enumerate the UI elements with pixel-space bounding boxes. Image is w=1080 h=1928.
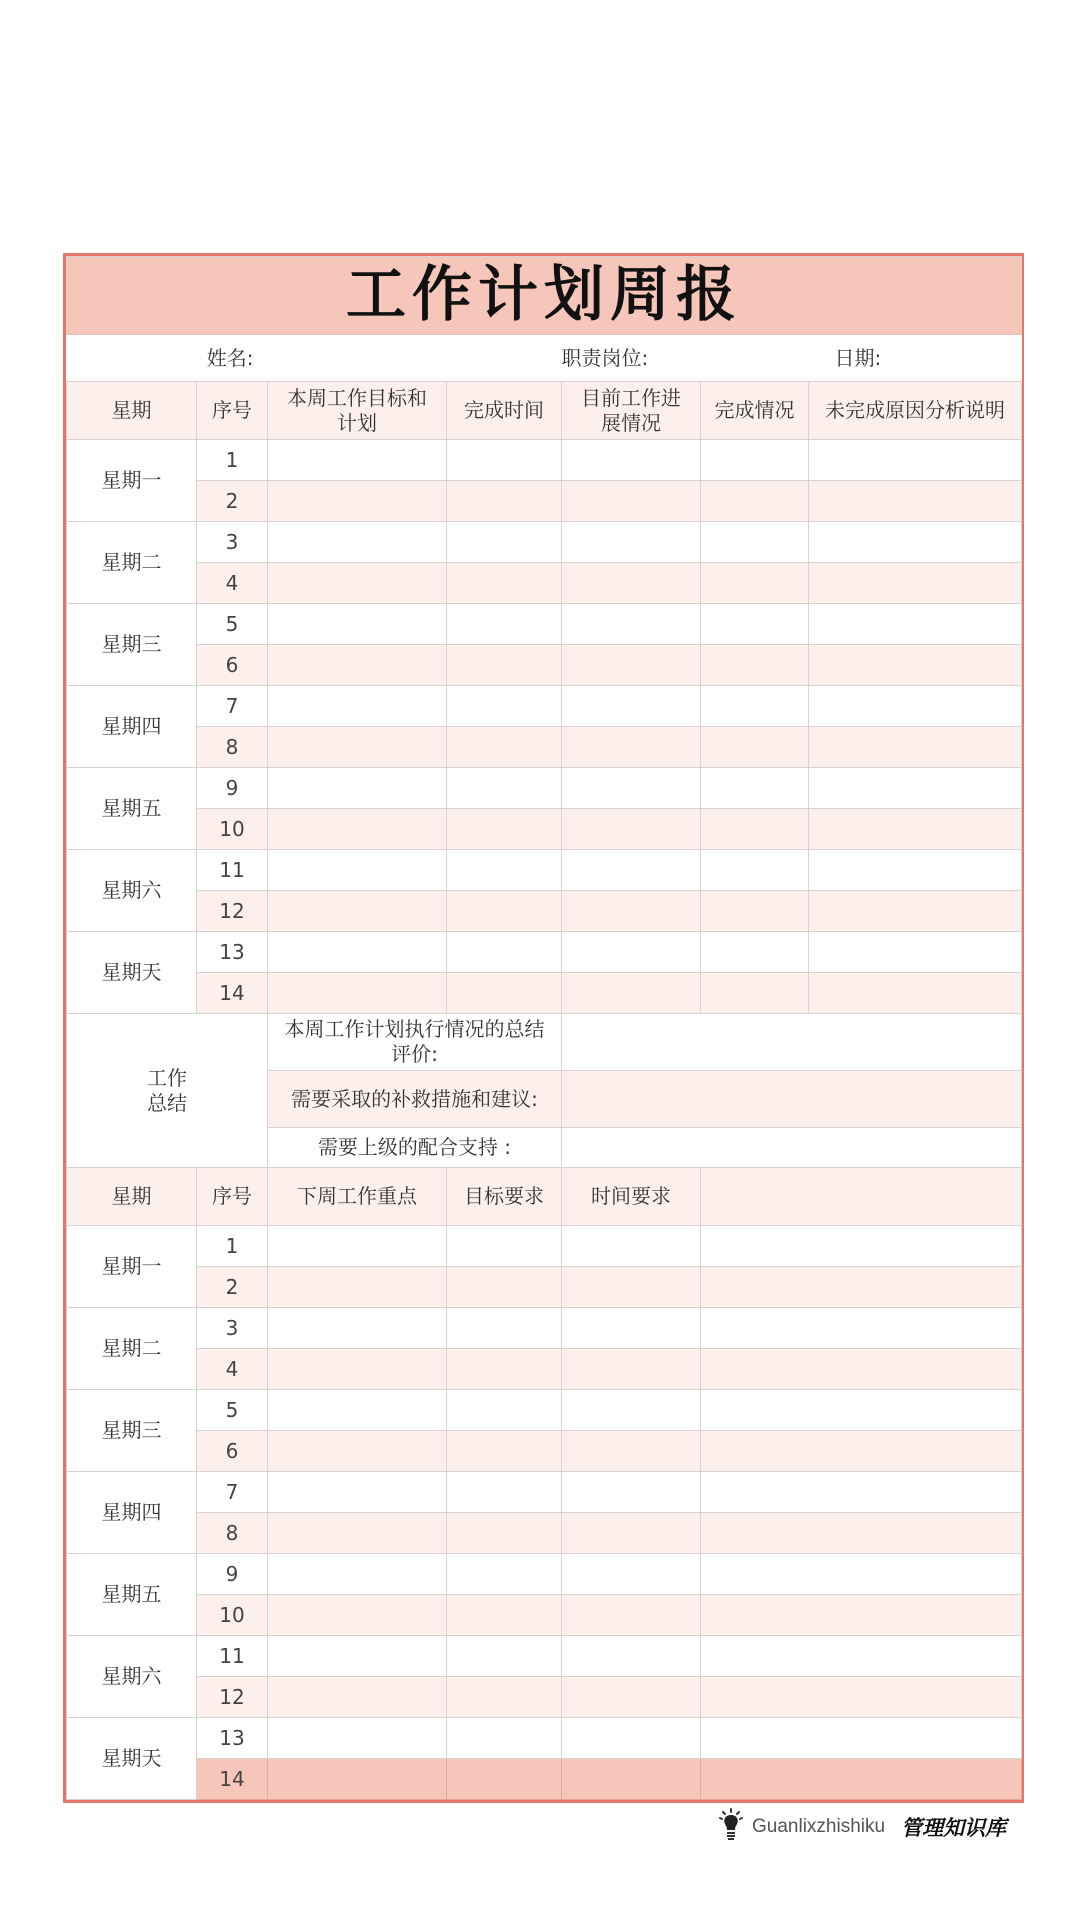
entry-cell[interactable] bbox=[562, 1431, 701, 1472]
seq-cell: 4 bbox=[197, 1349, 268, 1390]
table-row bbox=[67, 1677, 1022, 1718]
table-row bbox=[67, 1513, 1022, 1554]
weekday-cell: 星期二 bbox=[67, 1308, 197, 1390]
entry-cell[interactable] bbox=[447, 1677, 562, 1718]
entry-cell[interactable] bbox=[562, 481, 701, 522]
entry-cell[interactable] bbox=[562, 850, 701, 891]
seq-cell: 5 bbox=[197, 1390, 268, 1431]
entry-cell[interactable] bbox=[268, 1636, 447, 1677]
weekday-cell: 星期二 bbox=[67, 522, 197, 604]
support-field[interactable] bbox=[562, 1128, 1022, 1168]
table-row bbox=[67, 973, 1022, 1014]
entry-cell[interactable] bbox=[701, 809, 809, 850]
seq-cell: 3 bbox=[197, 1308, 268, 1349]
entry-cell[interactable] bbox=[268, 481, 447, 522]
table-row bbox=[67, 1226, 1022, 1267]
entry-cell[interactable] bbox=[701, 1636, 1022, 1677]
entry-cell[interactable] bbox=[562, 891, 701, 932]
entry-cell[interactable] bbox=[809, 481, 1022, 522]
seq-cell: 1 bbox=[197, 440, 268, 481]
weekday-cell: 星期五 bbox=[67, 1554, 197, 1636]
entry-cell[interactable] bbox=[562, 1759, 701, 1800]
entry-cell[interactable] bbox=[809, 891, 1022, 932]
entry-cell[interactable] bbox=[268, 1472, 447, 1513]
name-field[interactable] bbox=[268, 335, 562, 382]
weekday-cell: 星期四 bbox=[67, 1472, 197, 1554]
entry-cell[interactable] bbox=[562, 563, 701, 604]
entry-cell[interactable] bbox=[268, 604, 447, 645]
entry-cell[interactable] bbox=[447, 563, 562, 604]
seq-cell: 12 bbox=[197, 1677, 268, 1718]
entry-cell[interactable] bbox=[809, 604, 1022, 645]
entry-cell[interactable] bbox=[701, 1554, 1022, 1595]
weekday-cell: 星期六 bbox=[67, 850, 197, 932]
table-header bbox=[67, 382, 1022, 440]
summary-evaluation-label: 本周工作计划执行情况的总结评价: bbox=[268, 1014, 562, 1071]
entry-cell[interactable] bbox=[268, 932, 447, 973]
entry-cell[interactable] bbox=[562, 1267, 701, 1308]
col-header-time-req: 时间要求 bbox=[562, 1168, 701, 1226]
entry-cell[interactable] bbox=[268, 1759, 447, 1800]
entry-cell[interactable] bbox=[701, 1472, 1022, 1513]
entry-cell[interactable] bbox=[562, 768, 701, 809]
entry-cell[interactable] bbox=[268, 727, 447, 768]
entry-cell[interactable] bbox=[562, 1595, 701, 1636]
col-header-seq: 序号 bbox=[197, 382, 268, 440]
position-label: 职责岗位: bbox=[562, 335, 701, 382]
seq-cell: 2 bbox=[197, 1267, 268, 1308]
weekday-cell: 星期三 bbox=[67, 604, 197, 686]
entry-cell[interactable] bbox=[447, 604, 562, 645]
col-header-reason: 未完成原因分析说明 bbox=[809, 382, 1022, 440]
entry-cell[interactable] bbox=[701, 973, 809, 1014]
seq-cell: 14 bbox=[197, 1759, 268, 1800]
entry-cell[interactable] bbox=[701, 891, 809, 932]
col-header-blank bbox=[701, 1168, 1022, 1226]
seq-cell: 7 bbox=[197, 1472, 268, 1513]
lightbulb-icon bbox=[718, 1808, 744, 1846]
entry-cell[interactable] bbox=[809, 440, 1022, 481]
entry-cell[interactable] bbox=[447, 1595, 562, 1636]
entry-cell[interactable] bbox=[562, 1308, 701, 1349]
table-row bbox=[67, 1554, 1022, 1595]
entry-cell[interactable] bbox=[701, 440, 809, 481]
entry-cell[interactable] bbox=[447, 645, 562, 686]
watermark-cn: 管理知识库 bbox=[901, 1815, 1007, 1840]
table-row bbox=[67, 522, 1022, 563]
entry-cell[interactable] bbox=[447, 768, 562, 809]
table-row bbox=[67, 1308, 1022, 1349]
entry-cell[interactable] bbox=[809, 727, 1022, 768]
entry-cell[interactable] bbox=[268, 1390, 447, 1431]
info-row bbox=[67, 335, 1022, 382]
entry-cell[interactable] bbox=[447, 1472, 562, 1513]
weekday-cell: 星期六 bbox=[67, 1636, 197, 1718]
entry-cell[interactable] bbox=[268, 1595, 447, 1636]
table-row bbox=[67, 563, 1022, 604]
entry-cell[interactable] bbox=[268, 891, 447, 932]
entry-cell[interactable] bbox=[701, 645, 809, 686]
entry-cell[interactable] bbox=[701, 1759, 1022, 1800]
entry-cell[interactable] bbox=[447, 1554, 562, 1595]
seq-cell: 14 bbox=[197, 973, 268, 1014]
seq-cell: 3 bbox=[197, 522, 268, 563]
entry-cell[interactable] bbox=[447, 1636, 562, 1677]
seq-cell: 2 bbox=[197, 481, 268, 522]
weekday-cell: 星期三 bbox=[67, 1390, 197, 1472]
seq-cell: 10 bbox=[197, 1595, 268, 1636]
seq-cell: 4 bbox=[197, 563, 268, 604]
table-row bbox=[67, 481, 1022, 522]
table-row bbox=[67, 1431, 1022, 1472]
col-header-progress: 目前工作进展情况 bbox=[562, 382, 701, 440]
entry-cell[interactable] bbox=[562, 1349, 701, 1390]
entry-cell[interactable] bbox=[809, 809, 1022, 850]
entry-cell[interactable] bbox=[447, 1390, 562, 1431]
entry-cell[interactable] bbox=[809, 686, 1022, 727]
weekly-report-sheet bbox=[63, 253, 1024, 1803]
entry-cell[interactable] bbox=[268, 645, 447, 686]
seq-cell: 11 bbox=[197, 850, 268, 891]
entry-cell[interactable] bbox=[562, 1472, 701, 1513]
seq-cell: 6 bbox=[197, 645, 268, 686]
entry-cell[interactable] bbox=[701, 686, 809, 727]
weekday-cell: 星期一 bbox=[67, 440, 197, 522]
entry-cell[interactable] bbox=[701, 1513, 1022, 1554]
entry-cell[interactable] bbox=[701, 1226, 1022, 1267]
entry-cell[interactable] bbox=[268, 522, 447, 563]
entry-cell[interactable] bbox=[447, 973, 562, 1014]
entry-cell[interactable] bbox=[809, 768, 1022, 809]
entry-cell[interactable] bbox=[447, 1431, 562, 1472]
summary-evaluation-field[interactable] bbox=[562, 1014, 1022, 1071]
weekday-cell: 星期一 bbox=[67, 1226, 197, 1308]
seq-cell: 6 bbox=[197, 1431, 268, 1472]
col-header-goal: 本周工作目标和计划 bbox=[268, 382, 447, 440]
position-field[interactable] bbox=[701, 335, 809, 382]
table-row bbox=[67, 645, 1022, 686]
table-row bbox=[67, 891, 1022, 932]
entry-cell[interactable] bbox=[562, 973, 701, 1014]
entry-cell[interactable] bbox=[447, 1226, 562, 1267]
entry-cell[interactable] bbox=[701, 727, 809, 768]
entry-cell[interactable] bbox=[701, 932, 809, 973]
table-row bbox=[67, 809, 1022, 850]
col-header-weekday-2: 星期 bbox=[67, 1168, 197, 1226]
entry-cell[interactable] bbox=[562, 1636, 701, 1677]
entry-cell[interactable] bbox=[268, 1308, 447, 1349]
entry-cell[interactable] bbox=[447, 1718, 562, 1759]
page-title: 工作计划周报 bbox=[67, 257, 1022, 335]
weekday-cell: 星期天 bbox=[67, 932, 197, 1014]
entry-cell[interactable] bbox=[701, 481, 809, 522]
table-row bbox=[67, 604, 1022, 645]
weekly-report-table bbox=[66, 256, 1022, 1800]
seq-cell: 1 bbox=[197, 1226, 268, 1267]
seq-cell: 10 bbox=[197, 809, 268, 850]
entry-cell[interactable] bbox=[701, 1308, 1022, 1349]
watermark bbox=[718, 1808, 1006, 1846]
entry-cell[interactable] bbox=[701, 850, 809, 891]
entry-cell[interactable] bbox=[701, 604, 809, 645]
weekday-cell: 星期五 bbox=[67, 768, 197, 850]
table-row bbox=[67, 1718, 1022, 1759]
entry-cell[interactable] bbox=[447, 809, 562, 850]
entry-cell[interactable] bbox=[562, 522, 701, 563]
entry-cell[interactable] bbox=[562, 440, 701, 481]
seq-cell: 12 bbox=[197, 891, 268, 932]
seq-cell: 5 bbox=[197, 604, 268, 645]
entry-cell[interactable] bbox=[268, 809, 447, 850]
entry-cell[interactable] bbox=[268, 1431, 447, 1472]
entry-cell[interactable] bbox=[701, 1595, 1022, 1636]
entry-cell[interactable] bbox=[562, 1677, 701, 1718]
table-row bbox=[67, 768, 1022, 809]
remedy-field[interactable] bbox=[562, 1071, 1022, 1128]
next-week-header bbox=[67, 1168, 1022, 1226]
table-row bbox=[67, 1759, 1022, 1800]
seq-cell: 13 bbox=[197, 1718, 268, 1759]
seq-cell: 9 bbox=[197, 768, 268, 809]
entry-cell[interactable] bbox=[562, 604, 701, 645]
seq-cell: 8 bbox=[197, 1513, 268, 1554]
seq-cell: 9 bbox=[197, 1554, 268, 1595]
entry-cell[interactable] bbox=[562, 727, 701, 768]
weekday-cell: 星期四 bbox=[67, 686, 197, 768]
col-header-finish-time: 完成时间 bbox=[447, 382, 562, 440]
table-row bbox=[67, 1390, 1022, 1431]
table-row bbox=[67, 440, 1022, 481]
table-row bbox=[67, 1636, 1022, 1677]
summary-label: 工作总结 bbox=[67, 1014, 268, 1168]
entry-cell[interactable] bbox=[809, 932, 1022, 973]
entry-cell[interactable] bbox=[447, 932, 562, 973]
entry-cell[interactable] bbox=[701, 1267, 1022, 1308]
entry-cell[interactable] bbox=[447, 440, 562, 481]
table-row bbox=[67, 850, 1022, 891]
this-week-rows bbox=[67, 440, 1022, 1014]
remedy-label: 需要采取的补救措施和建议: bbox=[268, 1071, 562, 1128]
entry-cell[interactable] bbox=[562, 1390, 701, 1431]
name-label: 姓名: bbox=[67, 335, 268, 382]
entry-cell[interactable] bbox=[701, 1390, 1022, 1431]
entry-cell[interactable] bbox=[809, 563, 1022, 604]
entry-cell[interactable] bbox=[268, 563, 447, 604]
entry-cell[interactable] bbox=[447, 850, 562, 891]
summary-row bbox=[67, 1014, 1022, 1071]
entry-cell[interactable] bbox=[268, 1349, 447, 1390]
entry-cell[interactable] bbox=[701, 768, 809, 809]
col-header-target: 目标要求 bbox=[447, 1168, 562, 1226]
entry-cell[interactable] bbox=[701, 1718, 1022, 1759]
support-label: 需要上级的配合支持 : bbox=[268, 1128, 562, 1168]
weekday-cell: 星期天 bbox=[67, 1718, 197, 1800]
entry-cell[interactable] bbox=[268, 1267, 447, 1308]
entry-cell[interactable] bbox=[268, 686, 447, 727]
entry-cell[interactable] bbox=[447, 727, 562, 768]
seq-cell: 7 bbox=[197, 686, 268, 727]
next-week-rows bbox=[67, 1226, 1022, 1800]
entry-cell[interactable] bbox=[809, 973, 1022, 1014]
entry-cell[interactable] bbox=[562, 1513, 701, 1554]
entry-cell[interactable] bbox=[268, 850, 447, 891]
table-row bbox=[67, 1349, 1022, 1390]
entry-cell[interactable] bbox=[268, 1513, 447, 1554]
seq-cell: 11 bbox=[197, 1636, 268, 1677]
table-row bbox=[67, 1267, 1022, 1308]
col-header-status: 完成情况 bbox=[701, 382, 809, 440]
entry-cell[interactable] bbox=[809, 850, 1022, 891]
entry-cell[interactable] bbox=[562, 1718, 701, 1759]
watermark-text: Guanlixzhishiku bbox=[752, 1816, 886, 1837]
entry-cell[interactable] bbox=[447, 1349, 562, 1390]
seq-cell: 13 bbox=[197, 932, 268, 973]
entry-cell[interactable] bbox=[268, 1718, 447, 1759]
table-row bbox=[67, 1472, 1022, 1513]
entry-cell[interactable] bbox=[268, 1226, 447, 1267]
entry-cell[interactable] bbox=[562, 645, 701, 686]
entry-cell[interactable] bbox=[701, 1677, 1022, 1718]
table-row bbox=[67, 686, 1022, 727]
seq-cell: 8 bbox=[197, 727, 268, 768]
entry-cell[interactable] bbox=[268, 440, 447, 481]
entry-cell[interactable] bbox=[701, 563, 809, 604]
entry-cell[interactable] bbox=[447, 686, 562, 727]
entry-cell[interactable] bbox=[809, 645, 1022, 686]
entry-cell[interactable] bbox=[809, 522, 1022, 563]
entry-cell[interactable] bbox=[447, 1308, 562, 1349]
entry-cell[interactable] bbox=[562, 809, 701, 850]
entry-cell[interactable] bbox=[268, 1554, 447, 1595]
entry-cell[interactable] bbox=[447, 481, 562, 522]
entry-cell[interactable] bbox=[562, 686, 701, 727]
entry-cell[interactable] bbox=[447, 1267, 562, 1308]
entry-cell[interactable] bbox=[701, 522, 809, 563]
entry-cell[interactable] bbox=[447, 522, 562, 563]
entry-cell[interactable] bbox=[268, 973, 447, 1014]
entry-cell[interactable] bbox=[701, 1431, 1022, 1472]
date-label: 日期: bbox=[809, 335, 1022, 382]
entry-cell[interactable] bbox=[447, 1513, 562, 1554]
entry-cell[interactable] bbox=[562, 932, 701, 973]
entry-cell[interactable] bbox=[562, 1226, 701, 1267]
col-header-seq-2: 序号 bbox=[197, 1168, 268, 1226]
table-row bbox=[67, 1595, 1022, 1636]
entry-cell[interactable] bbox=[562, 1554, 701, 1595]
entry-cell[interactable] bbox=[268, 1677, 447, 1718]
entry-cell[interactable] bbox=[447, 891, 562, 932]
entry-cell[interactable] bbox=[268, 768, 447, 809]
col-header-next-focus: 下周工作重点 bbox=[268, 1168, 447, 1226]
table-row bbox=[67, 932, 1022, 973]
col-header-weekday: 星期 bbox=[67, 382, 197, 440]
table-row bbox=[67, 727, 1022, 768]
entry-cell[interactable] bbox=[447, 1759, 562, 1800]
entry-cell[interactable] bbox=[701, 1349, 1022, 1390]
